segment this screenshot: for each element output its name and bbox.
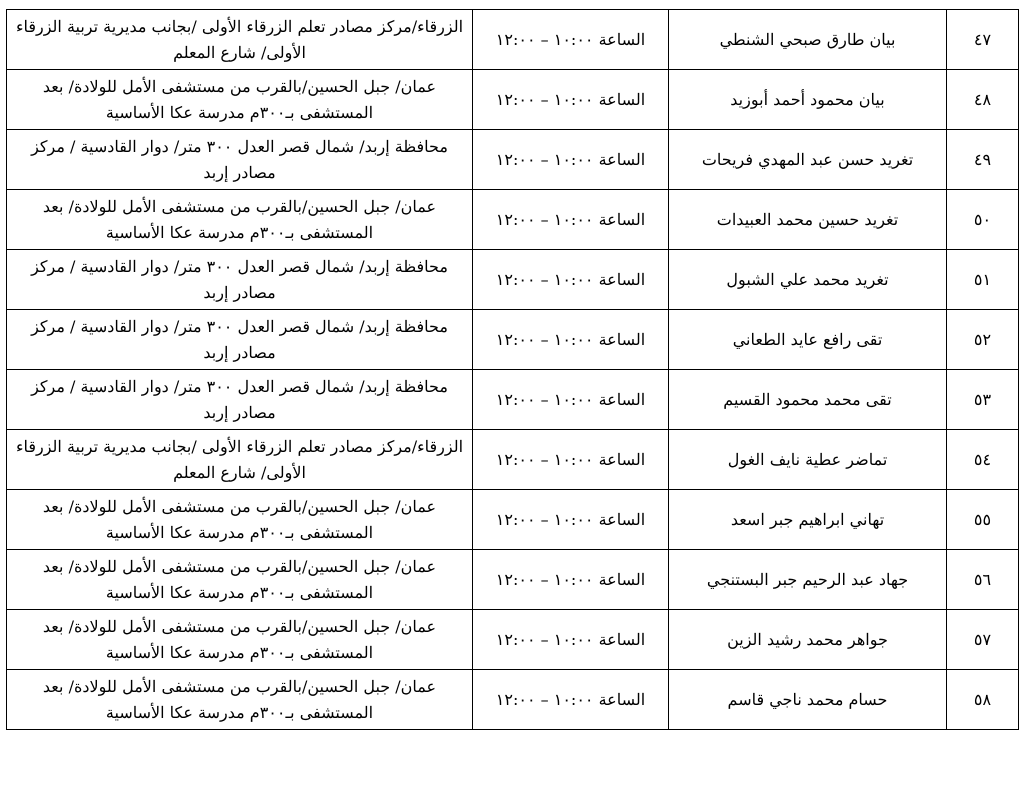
exam-location: عمان/ جبل الحسين/بالقرب من مستشفى الأمل للولادة/ بعد المستشفى بـ٣٠٠م مدرسة عكا الأساسية	[7, 670, 473, 730]
exam-time: الساعة ١٠:٠٠ – ١٢:٠٠	[473, 70, 669, 130]
table-row	[7, 70, 1019, 130]
row-number: ٥١	[947, 250, 1019, 310]
exam-location: عمان/ جبل الحسين/بالقرب من مستشفى الأمل للولادة/ بعد المستشفى بـ٣٠٠م مدرسة عكا الأساسية	[7, 550, 473, 610]
person-name: تقى رافع عايد الطعاني	[669, 310, 947, 370]
row-number: ٥٦	[947, 550, 1019, 610]
row-number: ٤٧	[947, 10, 1019, 70]
table-row	[7, 190, 1019, 250]
person-name: بيان محمود أحمد أبوزيد	[669, 70, 947, 130]
exam-time: الساعة ١٠:٠٠ – ١٢:٠٠	[473, 370, 669, 430]
exam-time: الساعة ١٠:٠٠ – ١٢:٠٠	[473, 430, 669, 490]
person-name: تهاني ابراهيم جبر اسعد	[669, 490, 947, 550]
row-number: ٥٣	[947, 370, 1019, 430]
row-number: ٤٩	[947, 130, 1019, 190]
table-row	[7, 490, 1019, 550]
exam-location: الزرقاء/مركز مصادر تعلم الزرقاء الأولى /بجانب مديرية تربية الزرقاء الأولى/ شارع المعلم	[7, 10, 473, 70]
exam-location: عمان/ جبل الحسين/بالقرب من مستشفى الأمل للولادة/ بعد المستشفى بـ٣٠٠م مدرسة عكا الأساسية	[7, 70, 473, 130]
table-row	[7, 130, 1019, 190]
person-name: تقى محمد محمود القسيم	[669, 370, 947, 430]
person-name: تغريد محمد علي الشبول	[669, 250, 947, 310]
row-number: ٥٧	[947, 610, 1019, 670]
person-name: حسام محمد ناجي قاسم	[669, 670, 947, 730]
exam-location: محافظة إربد/ شمال قصر العدل ٣٠٠ متر/ دوار القادسية / مركز مصادر إربد	[7, 130, 473, 190]
exam-location: عمان/ جبل الحسين/بالقرب من مستشفى الأمل للولادة/ بعد المستشفى بـ٣٠٠م مدرسة عكا الأساسية	[7, 610, 473, 670]
exam-time: الساعة ١٠:٠٠ – ١٢:٠٠	[473, 310, 669, 370]
row-number: ٥٥	[947, 490, 1019, 550]
schedule-table-body	[7, 10, 1019, 730]
exam-time: الساعة ١٠:٠٠ – ١٢:٠٠	[473, 610, 669, 670]
table-row	[7, 550, 1019, 610]
row-number: ٥٢	[947, 310, 1019, 370]
table-row	[7, 670, 1019, 730]
exam-location: عمان/ جبل الحسين/بالقرب من مستشفى الأمل للولادة/ بعد المستشفى بـ٣٠٠م مدرسة عكا الأساسية	[7, 190, 473, 250]
person-name: تماضر عطية نايف الغول	[669, 430, 947, 490]
exam-location: الزرقاء/مركز مصادر تعلم الزرقاء الأولى /بجانب مديرية تربية الزرقاء الأولى/ شارع المعلم	[7, 430, 473, 490]
table-row	[7, 370, 1019, 430]
exam-location: محافظة إربد/ شمال قصر العدل ٣٠٠ متر/ دوار القادسية / مركز مصادر إربد	[7, 370, 473, 430]
person-name: بيان طارق صبحي الشنطي	[669, 10, 947, 70]
exam-time: الساعة ١٠:٠٠ – ١٢:٠٠	[473, 550, 669, 610]
schedule-table	[6, 9, 1019, 730]
exam-time: الساعة ١٠:٠٠ – ١٢:٠٠	[473, 10, 669, 70]
person-name: جواهر محمد رشيد الزين	[669, 610, 947, 670]
table-row	[7, 10, 1019, 70]
table-row	[7, 610, 1019, 670]
row-number: ٥٤	[947, 430, 1019, 490]
schedule-sheet	[6, 9, 1018, 730]
table-row	[7, 250, 1019, 310]
row-number: ٥٨	[947, 670, 1019, 730]
table-row	[7, 430, 1019, 490]
person-name: جهاد عبد الرحيم جبر البستنجي	[669, 550, 947, 610]
row-number: ٥٠	[947, 190, 1019, 250]
exam-location: محافظة إربد/ شمال قصر العدل ٣٠٠ متر/ دوار القادسية / مركز مصادر إربد	[7, 250, 473, 310]
person-name: تغريد حسين محمد العبيدات	[669, 190, 947, 250]
exam-time: الساعة ١٠:٠٠ – ١٢:٠٠	[473, 490, 669, 550]
exam-location: محافظة إربد/ شمال قصر العدل ٣٠٠ متر/ دوار القادسية / مركز مصادر إربد	[7, 310, 473, 370]
exam-time: الساعة ١٠:٠٠ – ١٢:٠٠	[473, 190, 669, 250]
exam-time: الساعة ١٠:٠٠ – ١٢:٠٠	[473, 130, 669, 190]
exam-time: الساعة ١٠:٠٠ – ١٢:٠٠	[473, 670, 669, 730]
exam-time: الساعة ١٠:٠٠ – ١٢:٠٠	[473, 250, 669, 310]
row-number: ٤٨	[947, 70, 1019, 130]
person-name: تغريد حسن عبد المهدي فريحات	[669, 130, 947, 190]
exam-location: عمان/ جبل الحسين/بالقرب من مستشفى الأمل للولادة/ بعد المستشفى بـ٣٠٠م مدرسة عكا الأساسية	[7, 490, 473, 550]
table-row	[7, 310, 1019, 370]
